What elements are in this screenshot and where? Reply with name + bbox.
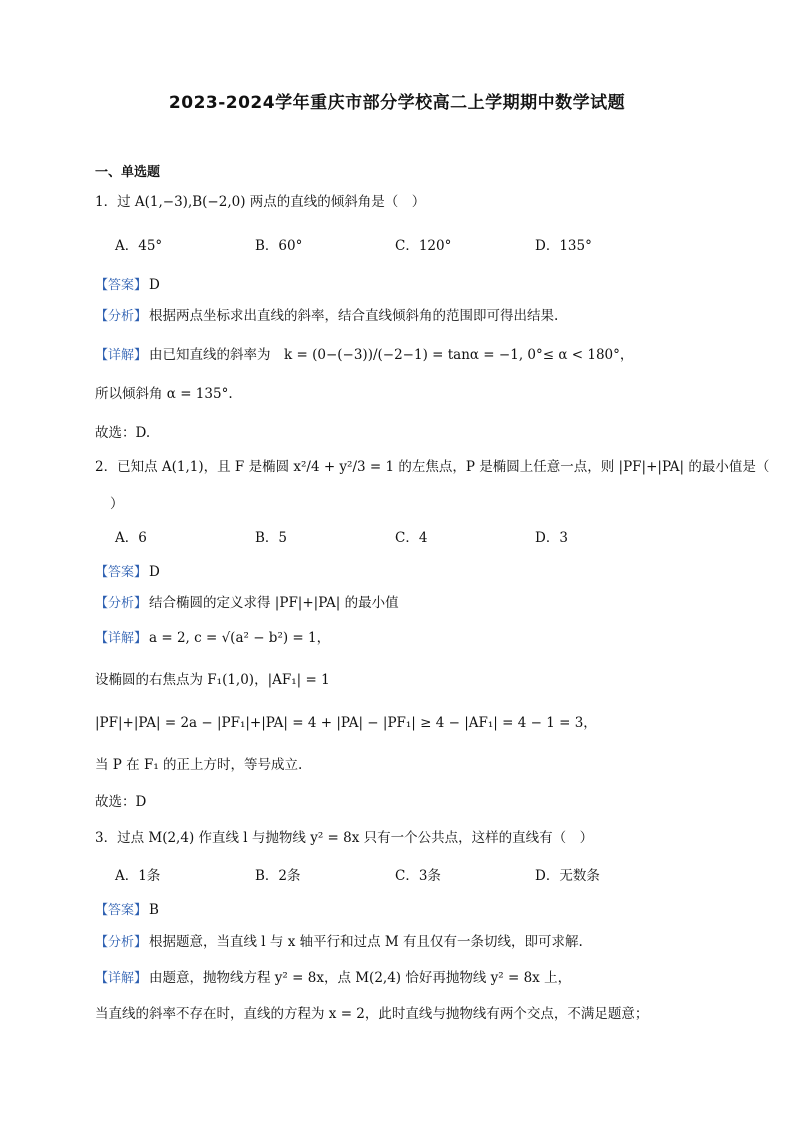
detail-tag: 【详解】 [95,631,148,646]
analysis-tag: 【分析】 [95,935,148,950]
option-b: B．60° [255,238,303,254]
question-1-detail: 【详解】 由已知直线的斜率为 k = (0−(−3))/(−2−1) = tanα = −1, 0°≤ α < 180°， [95,347,634,363]
option-c: C．4 [395,530,428,546]
answer-tag: 【答案】 [95,903,148,918]
question-1-detail-line: 所以倾斜角 α = 135°. [95,386,233,402]
question-2-answer: 【答案】 D [95,564,160,580]
option-d: D．3 [535,530,568,546]
question-2-stem: 2．已知点 A(1,1)，且 F 是椭圆 x²/4 + y²/3 = 1 的左焦点，P 是椭圆上任意一点，则 |PF|+|PA| 的最小值是（ [95,459,770,475]
question-2-detail: 【详解】 a = 2, c = √(a² − b²) = 1， [95,630,331,646]
option-d: D．135° [535,238,592,254]
document-title: 2023-2024学年重庆市部分学校高二上学期期中数学试题 [168,93,626,113]
detail-tag: 【详解】 [95,971,148,986]
analysis-tag: 【分析】 [95,596,148,611]
option-b: B．2条 [255,868,301,884]
question-2-detail-line: 设椭圆的右焦点为 F₁(1,0)，|AF₁| = 1 [95,672,330,688]
option-a: A．45° [115,238,163,254]
question-1-choose: 故选：D. [95,425,151,441]
question-3-detail-line: 当直线的斜率不存在时，直线的方程为 x = 2，此时直线与抛物线有两个交点，不满足题意； [95,1006,649,1022]
question-2-detail-line: |PF|+|PA| = 2a − |PF₁|+|PA| = 4 + |PA| − |PF₁| ≥ 4 − |AF₁| = 4 − 1 = 3， [95,715,597,731]
question-3-options [115,866,755,886]
option-d: D．无数条 [535,868,600,884]
detail-tag: 【详解】 [95,348,148,363]
question-2-options [115,528,755,548]
question-3-detail: 【详解】 由题意，抛物线方程 y² = 8x，点 M(2,4) 恰好再抛物线 y² = 8x 上， [95,970,572,986]
question-1-options [115,236,755,256]
option-b: B．5 [255,530,288,546]
option-c: C．120° [395,238,452,254]
question-1-stem: 1．过 A(1,−3),B(−2,0) 两点的直线的倾斜角是（ ） [95,194,426,210]
question-1-analysis: 【分析】 根据两点坐标求出直线的斜率，结合直线倾斜角的范围即可得出结果. [95,308,559,324]
section-heading: 一、单选题 [95,165,161,180]
question-3-analysis: 【分析】 根据题意，当直线 l 与 x 轴平行和过点 M 有且仅有一条切线，即可求解. [95,934,583,950]
answer-tag: 【答案】 [95,565,148,580]
analysis-tag: 【分析】 [95,309,148,324]
option-c: C．3条 [395,868,441,884]
option-a: A．1条 [115,868,161,884]
question-3-answer: 【答案】 B [95,902,159,918]
question-2-stem-continued: ） [110,496,124,512]
question-3-stem: 3．过点 M(2,4) 作直线 l 与抛物线 y² = 8x 只有一个公共点，这样的直线有（ ） [95,830,594,846]
question-2-analysis: 【分析】 结合椭圆的定义求得 |PF|+|PA| 的最小值 [95,595,399,611]
question-2-detail-line: 当 P 在 F₁ 的正上方时，等号成立. [95,757,303,773]
question-2-choose: 故选：D [95,794,147,810]
question-1-answer: 【答案】 D [95,277,160,293]
option-a: A．6 [115,530,147,546]
answer-tag: 【答案】 [95,278,148,293]
